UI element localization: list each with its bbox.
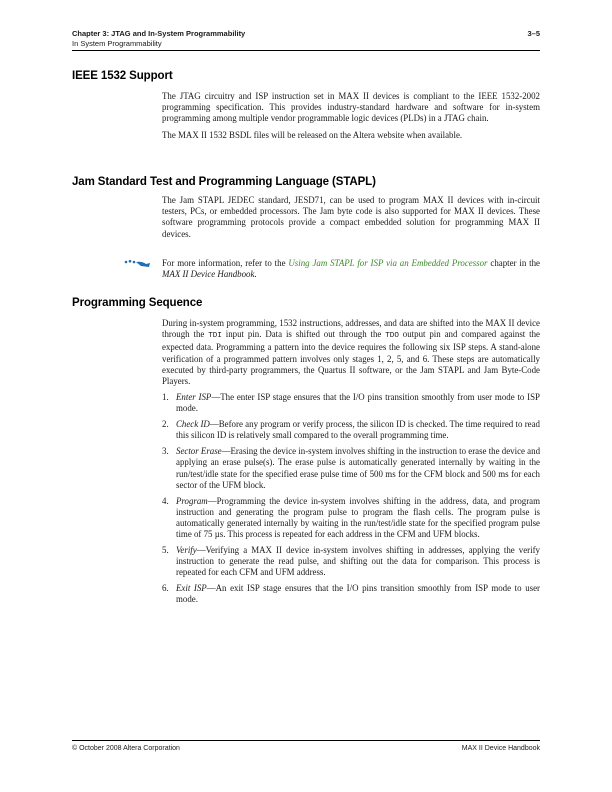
section-title: In System Programmability: [72, 39, 162, 48]
heading-programming-sequence: Programming Sequence: [72, 297, 203, 309]
footer-copyright: © October 2008 Altera Corporation: [72, 745, 180, 752]
list-item: 5. Verify—Verifying a MAX II device in-system involves shifting in addresses, applying the verify instruction to generate the read pulse, and shifting out the data for comparison. This process is repeated for each CFM and UFM address.: [162, 545, 540, 578]
tdi-pin: TDI: [208, 332, 222, 341]
heading-jam-stapl: Jam Standard Test and Programming Language (STAPL): [72, 176, 376, 188]
header-divider: [72, 50, 540, 51]
ieee-paragraph-1: The JTAG circuitry and ISP instruction set in MAX II devices is compliant to the IEEE 1532-2002 programming specification. This provides industry-standard hardware and software for in-system programming among multiple vendor programmable logic devices (PLDs) in a JTAG chain.: [162, 91, 540, 124]
list-item: 1. Enter ISP—The enter ISP stage ensures that the I/O pins transition smoothly from user mode to ISP mode.: [162, 392, 540, 414]
note-prefix: For more information, refer to the: [162, 258, 289, 268]
ieee-section-body: [162, 91, 540, 146]
jam-paragraph-1: The Jam STAPL JEDEC standard, JESD71, can be used to program MAX II devices with in-circuit testers, PCs, or embedded processors. The Jam byte code is also supported for MAX II devices. These software programming protocols provide a compact embedded solution for programming MAX II devices.: [162, 195, 540, 239]
heading-ieee-1532: IEEE 1532 Support: [72, 70, 173, 82]
list-item: 2. Check ID—Before any program or verify process, the silicon ID is checked. The time required to read this silicon ID is relatively small compared to the overall programming time.: [162, 419, 540, 441]
page-number: 3–5: [527, 29, 540, 38]
list-item: 4. Program—Programming the device in-system involves shifting in the address, data, and program instruction and generating the program pulse to program the flash cells. The program pulse is automatically generated internally by waiting in the run/test/idle state for the specified program pulse time of 75 µs. This process is repeated for each address in the CFM and UFM blocks.: [162, 495, 540, 540]
isp-steps-list: [162, 392, 540, 605]
list-item: 3. Sector Erase—Erasing the device in-system involves shifting in the instruction to erase the device and applying an erase pulse(s). The erase pulse is automatically generated internally by waiting in the run/test/idle state for the specified erase pulse time of 500 ms for the CFM block and 500 ms for each sector of the UFM block.: [162, 446, 541, 490]
handbook-title: MAX II Device Handbook: [162, 269, 255, 280]
note-mid: chapter in the: [487, 258, 540, 268]
note-pointer-icon: [124, 258, 156, 268]
running-header: [72, 29, 245, 49]
jam-note: For more information, refer to the Using Jam STAPL for ISP via an Embedded Processor chapter in the MAX II Device Handbook.: [162, 258, 540, 280]
footer-divider: [72, 740, 540, 741]
jam-section-body: [162, 195, 540, 245]
sequence-intro: During in-system programming, 1532 instructions, addresses, and data are shifted into the MAX II device through the TDI input pin. Data is shifted out through the TDO output pin and compared against the expected data. Programming a pattern into the device requires the following six ISP steps. A stand-alone verification of a programmed pattern involves only stages 1, 2, 5, and 6. These steps are automatically executed by third-party programmers, the Quartus II software, or the Jam STAPL and Jam Byte-Code Players.: [162, 318, 540, 387]
jam-stapl-chapter-link[interactable]: Using Jam STAPL for ISP via an Embedded Processor: [288, 258, 488, 268]
list-item: 6. Exit ISP—An exit ISP stage ensures that the I/O pins transition smoothly from ISP mode to user mode.: [162, 583, 540, 605]
tdo-pin: TDO: [385, 332, 399, 341]
programming-sequence-body: [162, 318, 540, 610]
ieee-paragraph-2: The MAX II 1532 BSDL files will be released on the Altera website when available.: [162, 129, 463, 140]
footer-book-title: MAX II Device Handbook: [461, 745, 540, 752]
chapter-title: Chapter 3: JTAG and In-System Programmability: [72, 29, 246, 38]
